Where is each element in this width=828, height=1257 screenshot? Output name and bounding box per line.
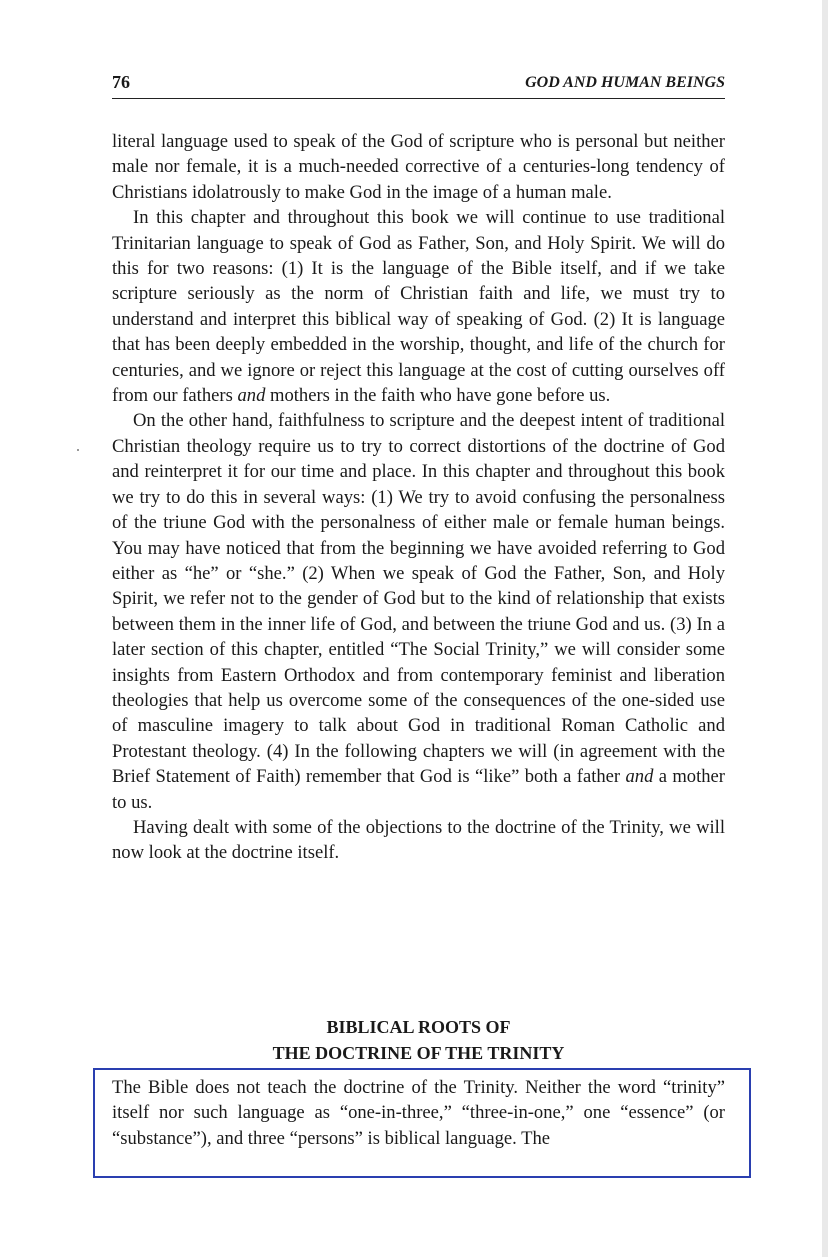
margin-mark [77,449,79,451]
paragraph-correcting-distortions: On the other hand, faithfulness to scripture and the deepest intent of traditional Christian theology require us to try to correct distortions of the doctrine of God and reinterpret it for our time and place. In this chapter and throughout this book we try to do this in several ways: (1) We try to avoid confusing the personalness of the triune God with the personalness of either male or female human beings. You may have noticed that from the beginning we have avoided referring to God either as “he” or “she.” (2) When we speak of God the Father, Son, and Holy Spirit, we refer not to the gender of God but to the kind of relationship that exists between them in the inner life of God, and between the triune God and us. (3) In a later section of this chapter, entitled “The Social Trinity,” we will consider some insights from Eastern Orthodox and from contemporary feminist and liberation theologies that help us overcome some of the consequences of the one-sided use of masculine imagery to talk about God in traditional Roman Catholic and Protestant theology. (4) In the following chapters we will (in agreement with the Brief Statement of Faith) remember that God is “like” both a father and a mother to us. [112,410,725,813]
page-number: 76 [112,72,130,92]
paragraph-trinitarian-language: In this chapter and throughout this book we will continue to use traditional Trinitarian language to speak of God as Father, Son, and Holy Spirit. We will do this for two reasons: (1) It is the language of the Bible itself, and if we take scripture seriously as the norm of Christian faith and life, we must try to understand and interpret this biblical way of speaking of God. (2) It is language that has been deeply embedded in the worship, thought, and life of the church for centuries, and we ignore or reject this language at the cost of cutting ourselves off from our fathers and mothers in the faith who have gone before us. [112,207,725,407]
section-heading-line-1: BIBLICAL ROOTS OF [326,1017,511,1037]
highlighted-paragraph: The Bible does not teach the doctrine of the Trinity. Neither the word “trinity” itself nor such language as “one-in-three,” “three-in-one,” one “essence” (or “substance”), and three “persons” is biblical language. The [112,1077,725,1149]
section-heading-line-2: THE DOCTRINE OF THE TRINITY [272,1043,565,1063]
body-text [112,129,725,866]
section-heading [112,1014,725,1066]
paragraph-continuation: literal language used to speak of the God of scripture who is personal but neither male nor female, it is a much-needed corrective of a centuries-long tendency of Christians idolatrously to make God in the image of a human male. [112,131,725,203]
page-right-edge [822,0,828,1257]
running-head-title: GOD AND HUMAN BEINGS [525,74,725,91]
paragraph-transition: Having dealt with some of the objections to the doctrine of the Trinity, we will now look at the doctrine itself. [112,816,725,864]
running-header [112,72,725,99]
